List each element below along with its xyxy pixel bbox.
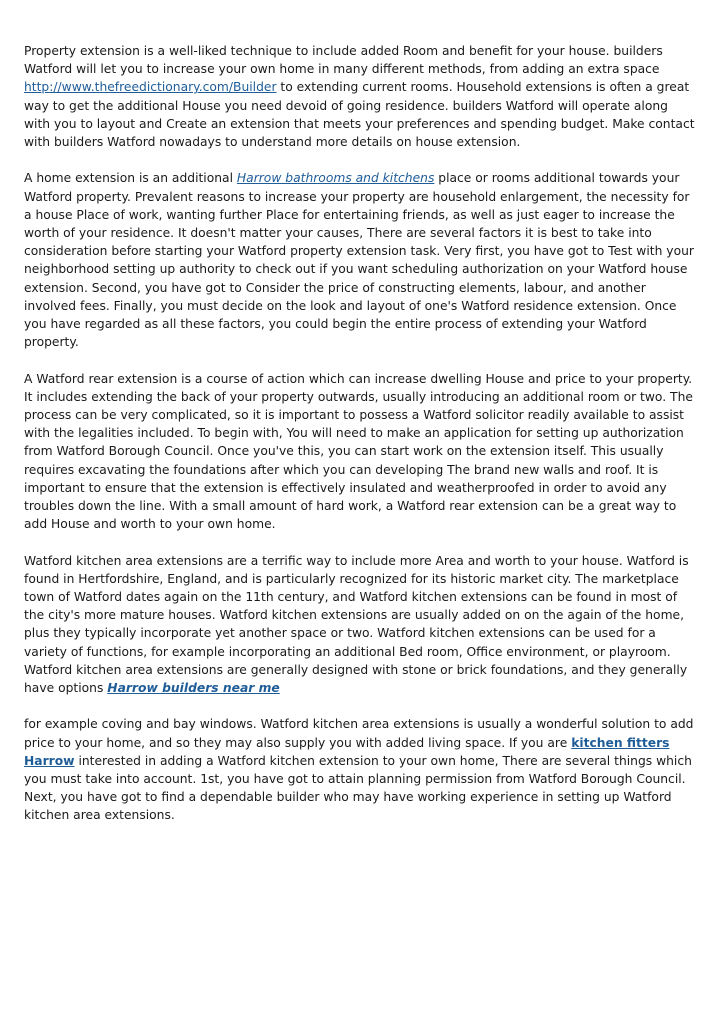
paragraph-property-extension	[24, 42, 696, 151]
paragraph-text: A Watford rear extension is a course of action which can increase dwelling House and price to your property. It includes extending the back of your property outwards, usually introducing an additional room or two. The process can be very complicated, so it is important to possess a Watford solicitor readily available to assist with the legalities included. To begin with, You will need to make an application for setting up authorization from Watford Borough Council. Once you've this, you can start work on the extension itself. This usually requires excavating the foundations after which you can developing The brand new walls and roof. It is important to ensure that the extension is effectively insulated and weatherproofed in order to avoid any troubles down the line. With a small amount of hard work, a Watford rear extension can be a great way to add House and worth to your own home.	[24, 371, 693, 532]
paragraph-kitchen-fitters	[24, 715, 696, 824]
paragraph-rear-extension	[24, 370, 696, 534]
link-thefreedictionary-builder[interactable]: http://www.thefreedictionary.com/Builder	[24, 80, 277, 95]
paragraph-text: to extending current rooms. Household extensions is often a great way to get the additional House you need devoid of going residence. builders Watford will operate along with you to layout and Create an extension that meets your preferences and spending budget. Make contact with builders Watford nowadays to understand more details on house extension.	[24, 80, 695, 150]
link-harrow-builders-near-me[interactable]: Harrow builders near me	[107, 681, 280, 696]
link-harrow-bathrooms-kitchens[interactable]: Harrow bathrooms and kitchens	[236, 171, 435, 186]
link-kitchen-fitters-harrow[interactable]: kitchen fitters Harrow	[24, 735, 670, 768]
document-body	[24, 42, 696, 843]
paragraph-text: A home extension is an additional	[24, 171, 237, 186]
paragraph-text: Watford kitchen area extensions are a terrific way to include more Area and worth to your house. Watford is found in Hertfordshire, England, and is particularly recognized for its historic market city. The marketplace town of Watford dates again on the 11th century, and Watford kitchen extensions can be found in most of the city's more mature houses. Watford kitchen extensions are usually added on on the again of the home, plus they typically incorporate yet another space or two. Watford kitchen extensions can be used for a variety of functions, for example incorporating an additional Bed room, Office environment, or playroom. Watford kitchen area extensions are generally designed with stone or brick foundations, and they generally have options	[24, 553, 689, 696]
paragraph-text: for example coving and bay windows. Watford kitchen area extensions is usually a wonderful solution to add price to your home, and so they may also supply you with added living space. If you are	[24, 717, 694, 750]
paragraph-kitchen-extensions	[24, 552, 696, 698]
paragraph-text: Property extension is a well-liked technique to include added Room and benefit for your house. builders Watford will let you to increase your own home in many different methods, from adding an extra space	[24, 44, 663, 77]
paragraph-home-extension	[24, 169, 696, 351]
paragraph-text: interested in adding a Watford kitchen extension to your own home, There are several things which you must take into account. 1st, you have got to attain planning permission from Watford Borough Council. Next, you have got to find a dependable builder who may have working experience in setting up Watford kitchen area extensions.	[24, 753, 692, 823]
paragraph-text: place or rooms additional towards your Watford property. Prevalent reasons to increase your property are household enlargement, the necessity for a house Place of work, wanting further Place for entertaining friends, as well as just eager to increase the worth of your residence. It doesn't matter your causes, There are several factors it is best to take into consideration before starting your Watford property extension task. Very first, you have got to Test with your neighborhood setting up authority to check out if you want scheduling authorization on your Watford house extension. Second, you have got to Consider the price of constructing elements, labour, and another involved fees. Finally, you must decide on the look and layout of one's Watford residence extension. Once you have regarded as all these factors, you could begin the entire process of extending your Watford property.	[24, 171, 694, 350]
